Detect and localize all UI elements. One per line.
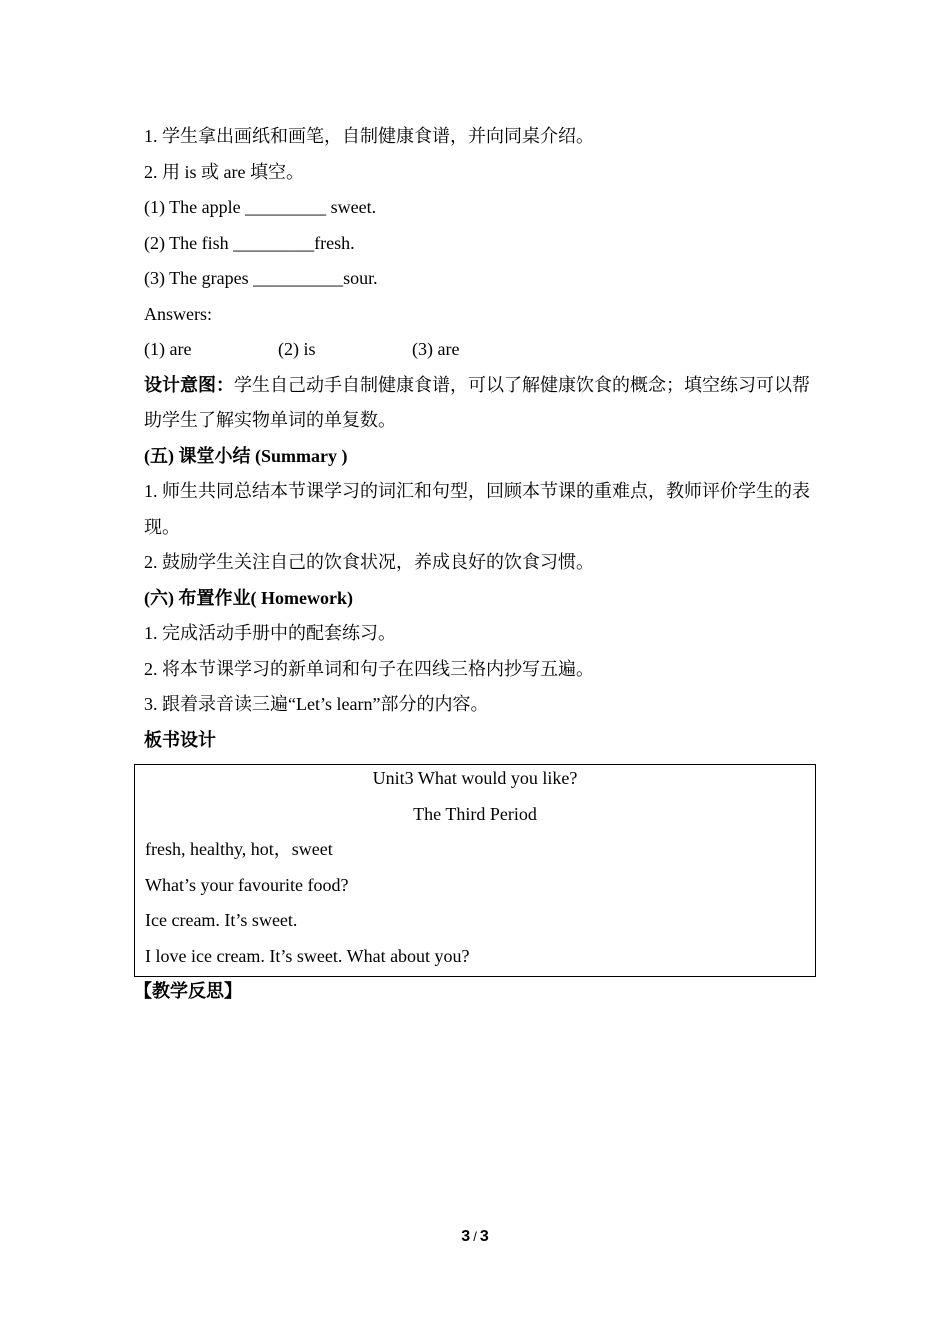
homework-item-3: 3. 跟着录音读三遍“Let’s learn”部分的内容。 — [144, 694, 489, 714]
summary-heading: (五) 课堂小结 (Summary ) — [144, 445, 348, 466]
page-current: 3 — [461, 1228, 471, 1245]
homework-heading: (六) 布置作业( Homework) — [144, 587, 353, 608]
page-total: 3 — [479, 1228, 489, 1245]
answer-3: (3) are — [412, 339, 460, 359]
board-line-4: I love ice cream. It’s sweet. What about you? — [145, 945, 470, 966]
homework-item-2: 2. 将本节课学习的新单词和句子在四线三格内抄写五遍。 — [144, 658, 594, 679]
teaching-reflection-heading: 【教学反思】 — [134, 981, 242, 1001]
design-intent — [144, 368, 816, 439]
answer-2: (2) is — [278, 339, 316, 359]
exercise-question-3: (3) The grapes __________sour. — [144, 268, 378, 288]
board-line-2: What’s your favourite food? — [145, 874, 349, 895]
summary-item-2: 2. 鼓励学生关注自己的饮食状况，养成良好的饮食习惯。 — [144, 552, 594, 572]
board-line-1: fresh, healthy, hot，sweet — [145, 839, 333, 859]
activity-step-1: 1. 学生拿出画纸和画笔，自制健康食谱，并向同桌介绍。 — [144, 126, 594, 146]
exercise-question-1: (1) The apple _________ sweet. — [144, 197, 377, 217]
board-title: Unit3 What would you like? — [372, 768, 578, 788]
page-separator: / — [473, 1229, 477, 1244]
design-intent-label: 设计意图： — [144, 374, 234, 395]
page-number — [0, 1228, 950, 1246]
answers-row — [144, 332, 816, 368]
board-line-3: Ice cream. It’s sweet. — [145, 910, 298, 930]
design-intent-text: 学生自己动手自制健康食谱，可以了解健康饮食的概念；填空练习可以帮助学生了解实物单词的单复数。 — [144, 374, 810, 430]
answer-1: (1) are — [144, 339, 192, 359]
board-design-box — [134, 764, 816, 977]
answers-label: Answers: — [144, 303, 212, 324]
summary-item-1: 1. 师生共同总结本节课学习的词汇和句型，回顾本节课的重难点，教师评价学生的表现。 — [144, 481, 810, 537]
lesson-content — [144, 119, 816, 758]
homework-item-1: 1. 完成活动手册中的配套练习。 — [144, 623, 396, 643]
exercise-question-2: (2) The fish _________fresh. — [144, 232, 355, 253]
board-design-heading: 板书设计 — [144, 729, 216, 750]
activity-step-2: 2. 用 is 或 are 填空。 — [144, 161, 304, 182]
board-subtitle: The Third Period — [413, 803, 537, 824]
